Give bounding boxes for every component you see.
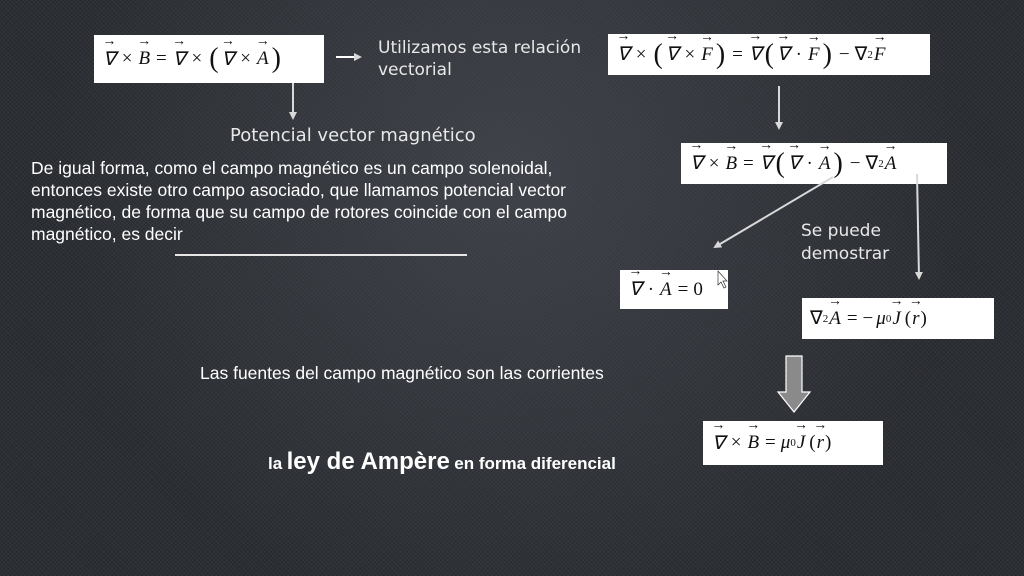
demonstrate-line: demostrar <box>801 244 890 264</box>
paragraph-line: magnético, es decir <box>31 224 183 244</box>
potential-label: Potencial vector magnético <box>230 125 476 146</box>
equation-poisson-a: ∇ 2 → A = − μ 0 → J ( → r ) <box>802 298 994 339</box>
big-down-arrow <box>778 356 810 412</box>
pointer-cursor-icon <box>718 271 727 288</box>
equation-curl-b: → ∇ × → B = → ∇ × ( → ∇ × → A ) <box>94 35 324 83</box>
equation-ampere-law: → ∇ × → B = μ 0 → J ( → r ) <box>703 421 883 465</box>
ampere-main: ley de Ampère <box>286 448 450 475</box>
paragraph-line: De igual forma, como el campo magnético es un campo solenoidal, <box>31 158 553 178</box>
arrow-to-gauge <box>715 177 833 247</box>
ampere-pre: la <box>268 454 283 473</box>
arrow-to-poisson <box>917 174 919 278</box>
paragraph-line: entonces existe otro campo asociado, que llamamos potencial vector <box>31 180 567 200</box>
equation-curl-b-expanded: → ∇ × → B = → ∇ ( → ∇ · → A ) − ∇ 2 → A <box>681 143 947 184</box>
equation-coulomb-gauge: → ∇ · → A = 0 <box>620 270 728 309</box>
equation-vector-identity: → ∇ × ( → ∇ × → F ) = → ∇ ( → ∇ · → F ) − ∇ 2 → F <box>608 34 930 75</box>
relation-text: Utilizamos esta relación vectorial <box>378 38 582 80</box>
sources-text: Las fuentes del campo magnético son las corrientes <box>200 363 604 383</box>
paragraph-line: magnético, de forma que su campo de rotores coincide con el campo <box>31 202 567 222</box>
ampere-post: en forma diferencial <box>454 454 616 473</box>
demonstrate-line: Se puede <box>801 221 881 241</box>
